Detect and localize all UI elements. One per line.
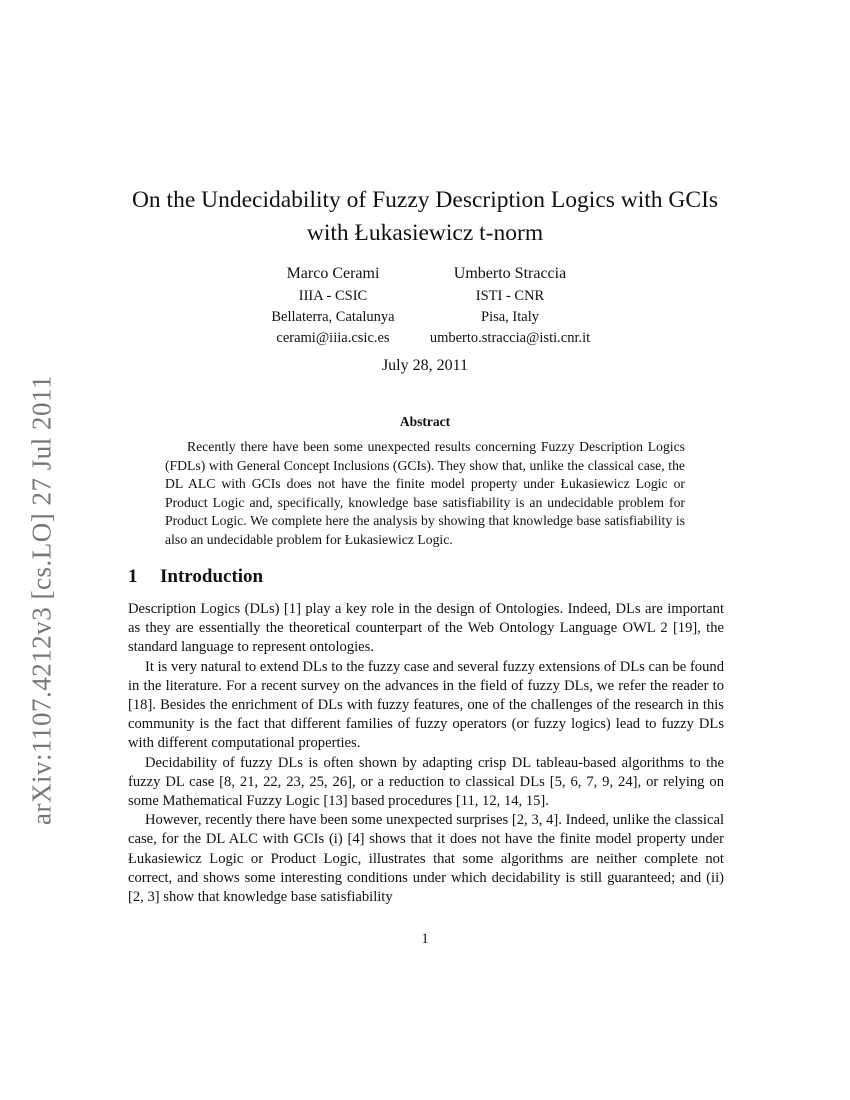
paragraph: It is very natural to extend DLs to the fuzzy case and several fuzzy extensions of DLs can be found in the literature. For a recent survey on the advances in the field of fuzzy DLs, we refer the reader to [18]. Besides the enrichment of DLs with fuzzy features, one of the challenges of the research in this community is the fact that different families of fuzzy operators (or fuzzy logics) lead to fuzzy DLs with different computational properties. xyxy=(128,658,724,752)
abstract-text: Recently there have been some unexpected results concerning Fuzzy Description Logics (FDLs) with General Concept Inclusions (GCIs). They show that, unlike the classical case, the DL ALC with GCIs does not have the finite model property under Łukasiewicz Logic or Product Logic and, specifically, knowledge base satisfiability is an undecidable problem for Product Logic. We complete here the analysis by showing that knowledge base satisfiability is also an undecidable problem for Łukasiewicz Logic. xyxy=(165,439,685,547)
paragraph: Description Logics (DLs) [1] play a key role in the design of Ontologies. Indeed, DLs are important as they are essentially the theoretical counterpart of the Web Ontology Language OWL 2 [19], the standard language to represent ontologies. xyxy=(128,601,724,656)
author-location: Pisa, Italy xyxy=(481,309,539,325)
author-email: umberto.straccia@isti.cnr.it xyxy=(429,330,591,346)
body-text xyxy=(128,600,724,907)
author-location: Bellaterra, Catalunya xyxy=(271,309,395,325)
author-name: Umberto Straccia xyxy=(453,265,567,282)
paragraph: Decidability of fuzzy DLs is often shown by adapting crisp DL tableau-based algorithms to the fuzzy DL case [8, 21, 22, 23, 25, 26], or a reduction to classical DLs [5, 6, 7, 9, 24], or relying on some Mathematical Fuzzy Logic [13] based procedures [11, 12, 14, 15]. xyxy=(128,754,724,810)
author-affiliation: ISTI - CNR xyxy=(475,288,545,304)
title-line-1: On the Undecidability of Fuzzy Description Logics with GCIs xyxy=(131,187,719,213)
author-affiliation: IIIA - CSIC xyxy=(298,288,368,304)
page-number: 1 xyxy=(421,931,429,947)
author-email: cerami@iiia.csic.es xyxy=(276,330,390,346)
section-heading xyxy=(128,566,263,588)
author-name: Marco Cerami xyxy=(286,265,380,282)
arxiv-identifier: arXiv:1107.4212v3 [cs.LO] 27 Jul 2011 xyxy=(26,375,57,825)
abstract-heading: Abstract xyxy=(399,414,451,429)
paragraph: However, recently there have been some unexpected surprises [2, 3, 4]. Indeed, unlike the classical case, for the DL ALC with GCIs (i) [4] shows that it does not have the finite model property under Łukasiewicz Logic or Product Logic, illustrates that some algorithms are neither complete not correct, and shows some interesting conditions under which decidability is still guaranteed; and (ii) [2, 3] show that knowledge base satisfiability xyxy=(128,812,724,906)
author-1 xyxy=(258,262,408,349)
paper-title xyxy=(0,184,850,250)
section-number: 1 xyxy=(128,566,138,587)
author-2 xyxy=(420,262,600,349)
section-title: Introduction xyxy=(160,566,264,587)
title-line-2: with Łukasiewicz t-norm xyxy=(306,220,544,246)
publication-date: July 28, 2011 xyxy=(381,357,469,374)
